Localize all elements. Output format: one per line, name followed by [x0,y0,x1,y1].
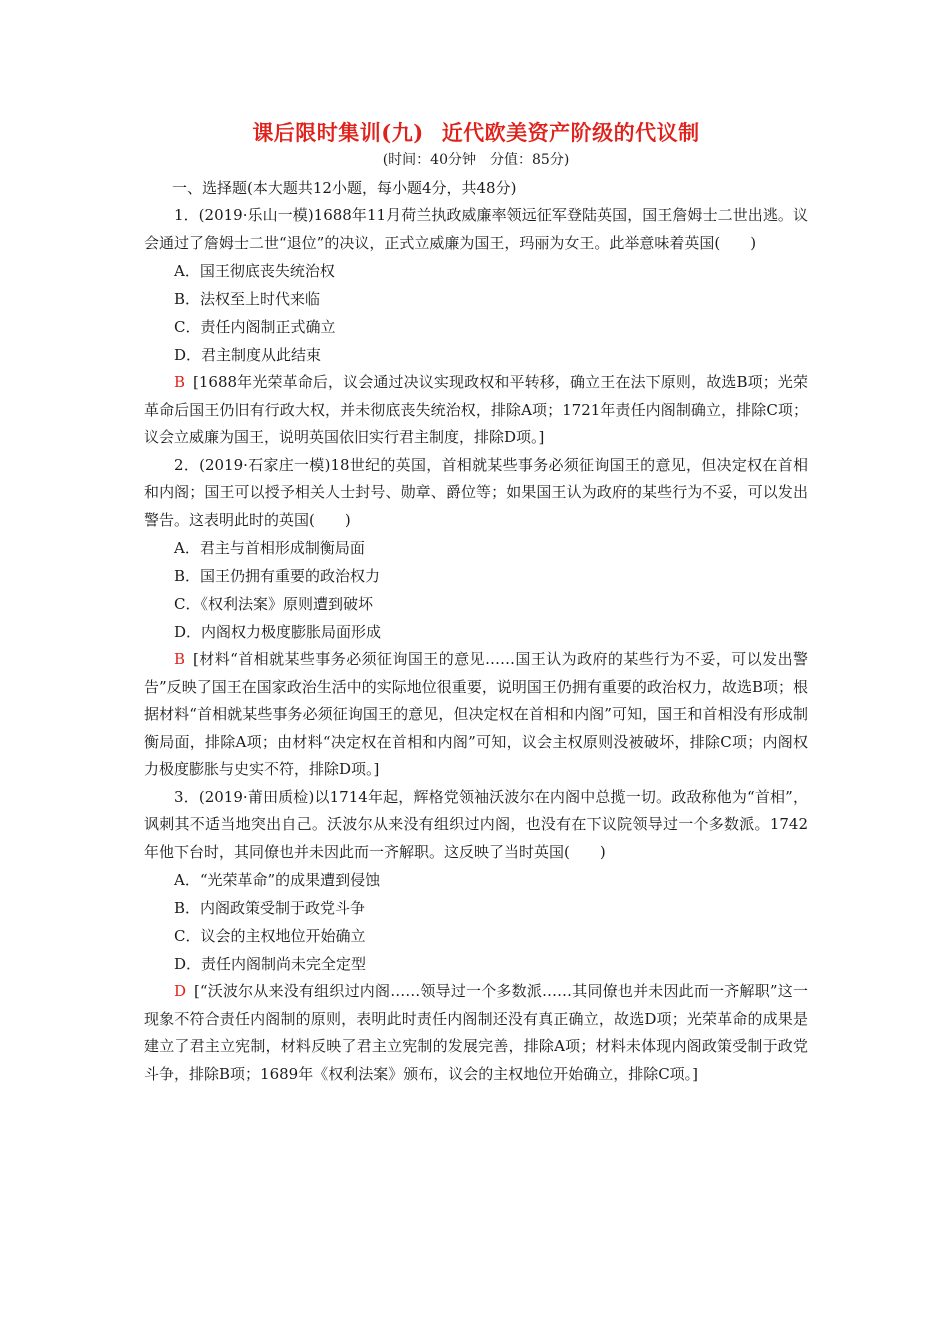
answer-key: D [174,982,187,1000]
option-d: D．君主制度从此结束 [174,346,322,364]
answer-explanation [144,646,808,784]
option-b: B．国王仍拥有重要的政治权力 [174,567,381,585]
option-c: C．责任内阁制正式确立 [174,318,336,336]
title-part-2: 近代欧美资产阶级的代议制 [441,120,700,145]
option-c: C．议会的主权地位开始确立 [174,927,366,945]
answer-explanation [144,369,808,452]
option-a: A．“光荣革命”的成果遭到侵蚀 [174,871,381,889]
document-title [144,118,808,148]
explanation-text: [1688年光荣革命后，议会通过决议实现政权和平转移，确立王在法下原则，故选B项；光荣革命后国王仍旧有行政大权，并未彻底丧失统治权，排除A项；1721年责任内阁制确立，排除C项；议会立威廉为国王，说明英国依旧实行君主制度，排除D项。] [144,373,808,446]
document-page [144,118,808,1088]
title-part-1: 课后限时集训(九) [252,120,424,145]
question-2 [144,452,808,784]
option-b: B．内阁政策受制于政党斗争 [174,899,366,917]
subtitle-time: (时间：40分钟 [382,152,476,168]
document-subtitle [144,148,808,172]
section-heading: 一、选择题(本大题共12小题，每小题4分，共48分) [172,179,517,197]
question-stem: 1．(2019·乐山一模)1688年11月荷兰执政威廉率领远征军登陆英国，国王詹姆士二世出逃。议会通过了詹姆士二世“退位”的决议，正式立威廉为国王，玛丽为女王。此举意味着英国( ) [144,206,808,252]
subtitle-score: 分值：85分) [490,152,570,168]
option-a: A．国王彻底丧失统治权 [174,262,335,280]
answer-key: B [174,373,186,391]
question-3 [144,784,808,1089]
explanation-text: [材料“首相就某些事务必须征询国王的意见……国王认为政府的某些行为不妥，可以发出警告”反映了国王在国家政治生活中的实际地位很重要，说明国王仍拥有重要的政治权力，故选B项；根据材料“首相就某些事务必须征询国王的意见，但决定权在首相和内阁”可知，国王和首相没有形成制衡局面，排除A项；由材料“决定权在首相和内阁”可知，议会主权原则没被破坏，排除C项；内阁权力极度膨胀与史实不符，排除D项。] [144,650,808,778]
option-b: B．法权至上时代来临 [174,290,321,308]
question-1 [144,202,808,452]
explanation-text: [“沃波尔从来没有组织过内阁……领导过一个多数派……其同僚也并未因此而一齐解职”这一现象不符合责任内阁制的原则，表明此时责任内阁制还没有真正确立，故选D项；光荣革命的成果是建立了君主立宪制，材料反映了君主立宪制的发展完善，排除A项；材料未体现内阁政策受制于政党斗争，排除B项；1689年《权利法案》颁布，议会的主权地位开始确立，排除C项。] [144,982,808,1083]
answer-explanation [144,978,808,1088]
answer-key: B [174,650,186,668]
option-d: D．内阁权力极度膨胀局面形成 [174,623,382,641]
option-a: A．君主与首相形成制衡局面 [174,539,365,557]
option-d: D．责任内阁制尚未完全定型 [174,955,367,973]
option-c: C．《权利法案》原则遭到破坏 [174,595,373,613]
question-stem: 2．(2019·石家庄一模)18世纪的英国，首相就某些事务必须征询国王的意见，但决定权在首相和内阁；国王可以授予相关人士封号、勋章、爵位等；如果国王认为政府的某些行为不妥，可以发出警告。这表明此时的英国( ) [144,455,808,529]
question-stem: 3．(2019·莆田质检)以1714年起，辉格党领袖沃波尔在内阁中总揽一切。政敌称他为“首相”，讽刺其不适当地突出自己。沃波尔从来没有组织过内阁，也没有在下议院领导过一个多数派。1742年他下台时，其同僚也并未因此而一齐解职。这反映了当时英国( ) [144,787,808,861]
